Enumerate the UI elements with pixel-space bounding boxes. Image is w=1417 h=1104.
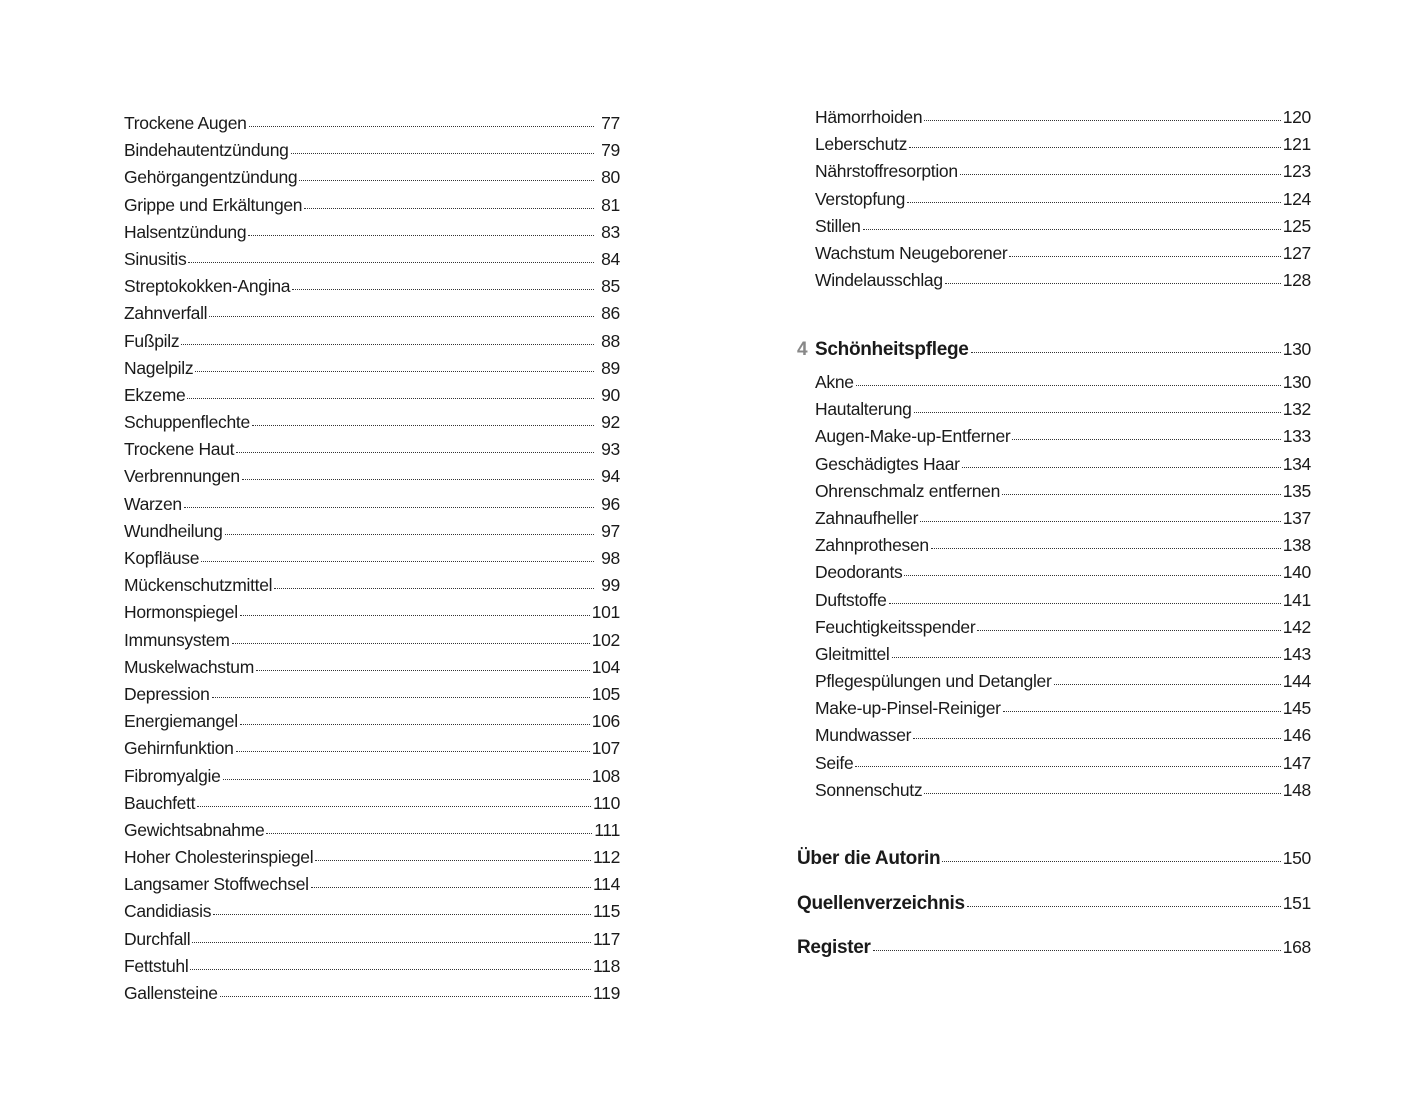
toc-entry-label: Hautalterung xyxy=(815,399,912,420)
dot-leader xyxy=(188,262,594,263)
dot-leader xyxy=(967,906,1281,907)
toc-entry-page: 138 xyxy=(1282,535,1311,556)
dot-leader xyxy=(236,452,594,453)
toc-entry[interactable] xyxy=(124,630,620,657)
chapter-number: 4 xyxy=(797,339,808,360)
dot-leader xyxy=(249,126,594,127)
toc-entry[interactable] xyxy=(124,548,620,575)
toc-entry-label: Fettstuhl xyxy=(124,955,189,976)
toc-entry-label: Wundheilung xyxy=(124,520,223,541)
toc-entry-page: 115 xyxy=(593,901,620,922)
dot-leader xyxy=(232,643,590,644)
dot-leader xyxy=(920,521,1281,522)
dot-leader xyxy=(909,147,1281,148)
toc-entry-label: Seife xyxy=(815,752,854,773)
toc-entry-page: 118 xyxy=(593,955,620,976)
toc-entry[interactable] xyxy=(124,412,620,439)
toc-entry-page: 80 xyxy=(601,167,620,188)
toc-entry-label: Schuppenflechte xyxy=(124,412,250,433)
toc-entry[interactable] xyxy=(124,521,620,548)
dot-leader xyxy=(242,479,594,480)
dot-leader xyxy=(209,316,594,317)
dot-leader xyxy=(315,860,591,861)
toc-entry-page: 86 xyxy=(601,303,620,324)
toc-entry-page: 105 xyxy=(591,683,620,704)
toc-entry[interactable] xyxy=(815,107,1311,134)
dot-leader xyxy=(962,467,1281,468)
toc-entry[interactable] xyxy=(124,439,620,466)
toc-entry-label: Duftstoffe xyxy=(815,589,887,610)
toc-entry-page: 92 xyxy=(601,412,620,433)
chapter-entry[interactable] xyxy=(797,339,1311,369)
dot-leader xyxy=(291,153,594,154)
dot-leader xyxy=(187,398,594,399)
toc-entry-label: Gewichtsabnahme xyxy=(124,819,265,840)
toc-entry[interactable] xyxy=(815,399,1311,426)
toc-entry-label: Windelausschlag xyxy=(815,270,943,291)
toc-entry-page: 132 xyxy=(1282,399,1311,420)
toc-entry-page: 108 xyxy=(591,765,620,786)
toc-entry[interactable] xyxy=(797,937,1311,982)
toc-entry-label: Mundwasser xyxy=(815,725,912,746)
toc-entry-page: 81 xyxy=(601,194,620,215)
dot-leader xyxy=(304,208,594,209)
dot-leader xyxy=(213,914,591,915)
toc-entry[interactable] xyxy=(815,189,1311,216)
dot-leader xyxy=(977,630,1280,631)
toc-entry-label: Energiemangel xyxy=(124,711,238,732)
toc-entry-page: 168 xyxy=(1282,937,1311,957)
toc-entry-label: Fußpilz xyxy=(124,330,180,351)
toc-entry-page: 106 xyxy=(591,711,620,732)
toc-entry-label: Muskelwachstum xyxy=(124,656,255,677)
toc-entry-page: 124 xyxy=(1282,188,1311,209)
dot-leader xyxy=(1003,711,1281,712)
toc-entry-page: 97 xyxy=(601,520,620,541)
toc-entry-page: 89 xyxy=(601,357,620,378)
toc-entry-label: Gehörgangentzündung xyxy=(124,167,298,188)
toc-entry-label: Gehirnfunktion xyxy=(124,738,234,759)
dot-leader xyxy=(311,887,591,888)
toc-entry-page: 117 xyxy=(593,928,620,949)
toc-entry-page: 84 xyxy=(601,248,620,269)
toc-entry[interactable] xyxy=(124,738,620,765)
toc-entry-page: 145 xyxy=(1282,698,1311,719)
dot-leader xyxy=(1012,439,1280,440)
toc-entry-page: 141 xyxy=(1282,589,1311,610)
toc-entry-page: 94 xyxy=(601,466,620,487)
toc-entry-page: 125 xyxy=(1282,215,1311,236)
toc-entry[interactable] xyxy=(815,535,1311,562)
toc-entry[interactable] xyxy=(124,303,620,330)
dot-leader xyxy=(856,385,1281,386)
toc-entry[interactable] xyxy=(815,508,1311,535)
toc-entry[interactable] xyxy=(124,956,620,983)
toc-entry-page: 135 xyxy=(1282,480,1311,501)
dot-leader xyxy=(931,548,1281,549)
dot-leader xyxy=(299,180,594,181)
toc-entry-label: Pflegespülungen und Detangler xyxy=(815,671,1052,692)
toc-entry-label: Zahnprothesen xyxy=(815,535,929,556)
toc-entry-label: Grippe und Erkältungen xyxy=(124,194,303,215)
toc-entry-page: 93 xyxy=(601,439,620,460)
dot-leader xyxy=(863,229,1281,230)
dot-leader xyxy=(181,344,594,345)
toc-entry[interactable] xyxy=(124,766,620,793)
toc-entry[interactable] xyxy=(815,753,1311,780)
toc-entry[interactable] xyxy=(797,893,1311,938)
dot-leader xyxy=(240,724,590,725)
chapter-title: Schönheitspflege xyxy=(815,339,969,360)
dot-leader xyxy=(248,235,594,236)
toc-entry[interactable] xyxy=(124,358,620,385)
dot-leader xyxy=(914,412,1281,413)
dot-leader xyxy=(190,969,591,970)
toc-entry-page: 88 xyxy=(601,330,620,351)
toc-entry-label: Deodorants xyxy=(815,562,903,583)
dot-leader xyxy=(212,697,590,698)
toc-entry[interactable] xyxy=(124,684,620,711)
toc-entry-page: 150 xyxy=(1282,848,1311,868)
toc-entry-page: 147 xyxy=(1282,752,1311,773)
dot-leader xyxy=(292,289,594,290)
dot-leader xyxy=(240,615,590,616)
dot-leader xyxy=(197,806,591,807)
toc-entry-page: 98 xyxy=(601,548,620,568)
toc-entry[interactable] xyxy=(124,983,620,1010)
toc-entry-page: 112 xyxy=(593,847,620,868)
toc-entry-label: Warzen xyxy=(124,493,182,514)
toc-entry[interactable] xyxy=(815,725,1311,752)
toc-entry[interactable] xyxy=(815,372,1311,399)
toc-entry[interactable] xyxy=(124,167,620,194)
toc-entry-label: Gallensteine xyxy=(124,983,218,1003)
dot-leader xyxy=(855,766,1280,767)
toc-entry-label: Depression xyxy=(124,683,210,704)
dot-leader xyxy=(256,670,590,671)
toc-entry-label: Sinusitis xyxy=(124,248,187,269)
chapter-page: 130 xyxy=(1282,339,1311,359)
toc-entry-label: Gleitmittel xyxy=(815,643,890,664)
toc-entry-label: Akne xyxy=(815,372,854,392)
toc-entry-label: Hormonspiegel xyxy=(124,602,238,623)
toc-entry-label: Immunsystem xyxy=(124,629,230,650)
toc-entry[interactable] xyxy=(124,385,620,412)
toc-entry-label: Candidiasis xyxy=(124,901,212,922)
toc-entry-label: Register xyxy=(797,937,871,958)
toc-entry-label: Trockene Augen xyxy=(124,113,247,133)
dot-leader xyxy=(873,950,1281,951)
toc-entry[interactable] xyxy=(124,466,620,493)
toc-entry[interactable] xyxy=(124,711,620,738)
toc-entry-page: 96 xyxy=(601,493,620,514)
toc-entry[interactable] xyxy=(124,113,620,140)
toc-entry-label: Sonnenschutz xyxy=(815,779,923,800)
toc-entry-page: 130 xyxy=(1282,372,1311,392)
toc-entry-label: Halsentzündung xyxy=(124,221,247,242)
toc-entry-label: Hämorrhoiden xyxy=(815,107,923,127)
toc-entry[interactable] xyxy=(815,454,1311,481)
dot-leader xyxy=(892,657,1281,658)
toc-entry-label: Geschädigtes Haar xyxy=(815,453,960,474)
toc-entry[interactable] xyxy=(815,590,1311,617)
toc-entry-page: 111 xyxy=(594,819,620,840)
toc-entry[interactable] xyxy=(797,848,1311,893)
toc-entry[interactable] xyxy=(815,426,1311,453)
toc-entry-label: Stillen xyxy=(815,215,861,236)
toc-entry-label: Wachstum Neugeborener xyxy=(815,242,1008,263)
toc-entry-page: 148 xyxy=(1282,779,1311,800)
toc-entry[interactable] xyxy=(815,698,1311,725)
dot-leader xyxy=(192,942,591,943)
toc-entry-page: 123 xyxy=(1282,161,1311,182)
toc-entry-page: 110 xyxy=(593,792,620,813)
toc-entry[interactable] xyxy=(124,575,620,602)
toc-entry[interactable] xyxy=(815,243,1311,270)
dot-leader xyxy=(907,202,1281,203)
toc-entry[interactable] xyxy=(124,874,620,901)
toc-entry-page: 107 xyxy=(591,738,620,759)
toc-entry-label: Zahnverfall xyxy=(124,303,208,324)
toc-entry[interactable] xyxy=(124,820,620,847)
toc-entry-label: Verbrennungen xyxy=(124,466,240,487)
toc-entry-label: Kopfläuse xyxy=(124,548,200,568)
toc-entry[interactable] xyxy=(124,602,620,629)
toc-entry-label: Verstopfung xyxy=(815,188,906,209)
dot-leader xyxy=(223,779,590,780)
toc-entry-label: Fibromyalgie xyxy=(124,765,221,786)
toc-entry-page: 127 xyxy=(1282,242,1311,263)
toc-entry[interactable] xyxy=(124,847,620,874)
toc-entry-label: Streptokokken-Angina xyxy=(124,276,291,297)
toc-left-column xyxy=(124,113,620,1010)
toc-entry[interactable] xyxy=(815,644,1311,671)
dot-leader xyxy=(1054,684,1281,685)
toc-entry[interactable] xyxy=(815,617,1311,644)
dot-leader xyxy=(195,371,594,372)
toc-entry-label: Durchfall xyxy=(124,928,191,949)
toc-entry-label: Zahnaufheller xyxy=(815,507,919,528)
toc-entry[interactable] xyxy=(124,793,620,820)
toc-entry[interactable] xyxy=(815,161,1311,188)
toc-entry-page: 128 xyxy=(1282,270,1311,291)
toc-entry-label: Nährstoffresorption xyxy=(815,161,958,182)
toc-entry-page: 142 xyxy=(1282,616,1311,637)
toc-entry-page: 104 xyxy=(591,656,620,677)
toc-entry[interactable] xyxy=(815,671,1311,698)
toc-entry-page: 121 xyxy=(1282,134,1311,155)
dot-leader xyxy=(913,738,1280,739)
toc-right-column-mid xyxy=(815,372,1311,807)
toc-entry[interactable] xyxy=(124,901,620,928)
dot-leader xyxy=(945,283,1281,284)
dot-leader xyxy=(274,588,594,589)
toc-right-column-top xyxy=(815,107,1311,297)
toc-entry-label: Feuchtigkeitsspender xyxy=(815,616,976,637)
toc-entry[interactable] xyxy=(815,562,1311,589)
toc-entry-page: 79 xyxy=(601,140,620,161)
toc-entry-label: Augen-Make-up-Entferner xyxy=(815,426,1011,447)
toc-entry[interactable] xyxy=(124,929,620,956)
dot-leader xyxy=(924,120,1280,121)
dot-leader xyxy=(1002,494,1281,495)
toc-entry-page: 143 xyxy=(1282,643,1311,664)
toc-entry-page: 99 xyxy=(601,575,620,596)
toc-chapter-heading xyxy=(797,339,1311,369)
toc-entry-label: Bauchfett xyxy=(124,792,196,813)
dot-leader xyxy=(971,352,1281,353)
dot-leader xyxy=(252,425,594,426)
toc-entry[interactable] xyxy=(124,657,620,684)
dot-leader xyxy=(225,534,594,535)
toc-entry-label: Mückenschutzmittel xyxy=(124,575,273,596)
toc-end-sections xyxy=(797,848,1311,982)
toc-entry-page: 120 xyxy=(1282,107,1311,127)
toc-entry-page: 85 xyxy=(601,276,620,297)
toc-entry-label: Hoher Cholesterinspiegel xyxy=(124,847,314,868)
dot-leader xyxy=(1009,256,1280,257)
toc-entry-page: 137 xyxy=(1282,507,1311,528)
toc-entry[interactable] xyxy=(124,249,620,276)
toc-entry[interactable] xyxy=(815,270,1311,297)
toc-entry[interactable] xyxy=(815,216,1311,243)
toc-entry[interactable] xyxy=(815,481,1311,508)
toc-entry[interactable] xyxy=(124,494,620,521)
dot-leader xyxy=(942,861,1280,862)
toc-entry-page: 119 xyxy=(593,983,620,1003)
toc-entry-label: Trockene Haut xyxy=(124,439,235,460)
toc-entry-label: Langsamer Stoffwechsel xyxy=(124,874,309,895)
toc-entry-label: Ekzeme xyxy=(124,384,186,405)
dot-leader xyxy=(904,575,1280,576)
toc-entry-page: 83 xyxy=(601,221,620,242)
dot-leader xyxy=(266,833,592,834)
toc-entry-label: Ohrenschmalz entfernen xyxy=(815,480,1001,501)
toc-entry-label: Make-up-Pinsel-Reiniger xyxy=(815,698,1001,719)
toc-entry-page: 146 xyxy=(1282,725,1311,746)
toc-entry-page: 133 xyxy=(1282,426,1311,447)
toc-entry-label: Bindehautentzündung xyxy=(124,140,289,161)
toc-entry[interactable] xyxy=(124,222,620,249)
toc-entry-page: 144 xyxy=(1282,671,1311,692)
toc-entry-page: 151 xyxy=(1282,892,1311,913)
toc-entry-page: 101 xyxy=(591,602,620,623)
toc-entry-label: Nagelpilz xyxy=(124,357,194,378)
toc-entry-page: 77 xyxy=(601,113,620,133)
dot-leader xyxy=(924,793,1280,794)
toc-entry-page: 114 xyxy=(593,874,620,895)
toc-entry[interactable] xyxy=(815,134,1311,161)
dot-leader xyxy=(236,751,590,752)
toc-entry[interactable] xyxy=(124,331,620,358)
toc-entry-label: Quellenverzeichnis xyxy=(797,892,965,914)
toc-entry[interactable] xyxy=(124,195,620,222)
toc-entry[interactable] xyxy=(815,780,1311,807)
toc-entry-page: 90 xyxy=(601,384,620,405)
toc-entry[interactable] xyxy=(124,140,620,167)
toc-entry-page: 134 xyxy=(1282,453,1311,474)
dot-leader xyxy=(220,996,591,997)
toc-entry-page: 102 xyxy=(591,629,620,650)
dot-leader xyxy=(201,561,594,562)
dot-leader xyxy=(184,507,594,508)
dot-leader xyxy=(960,174,1281,175)
toc-entry-label: Leberschutz xyxy=(815,134,908,155)
toc-entry-label: Über die Autorin xyxy=(797,848,941,869)
dot-leader xyxy=(889,603,1281,604)
toc-entry[interactable] xyxy=(124,276,620,303)
toc-entry-page: 140 xyxy=(1282,562,1311,583)
